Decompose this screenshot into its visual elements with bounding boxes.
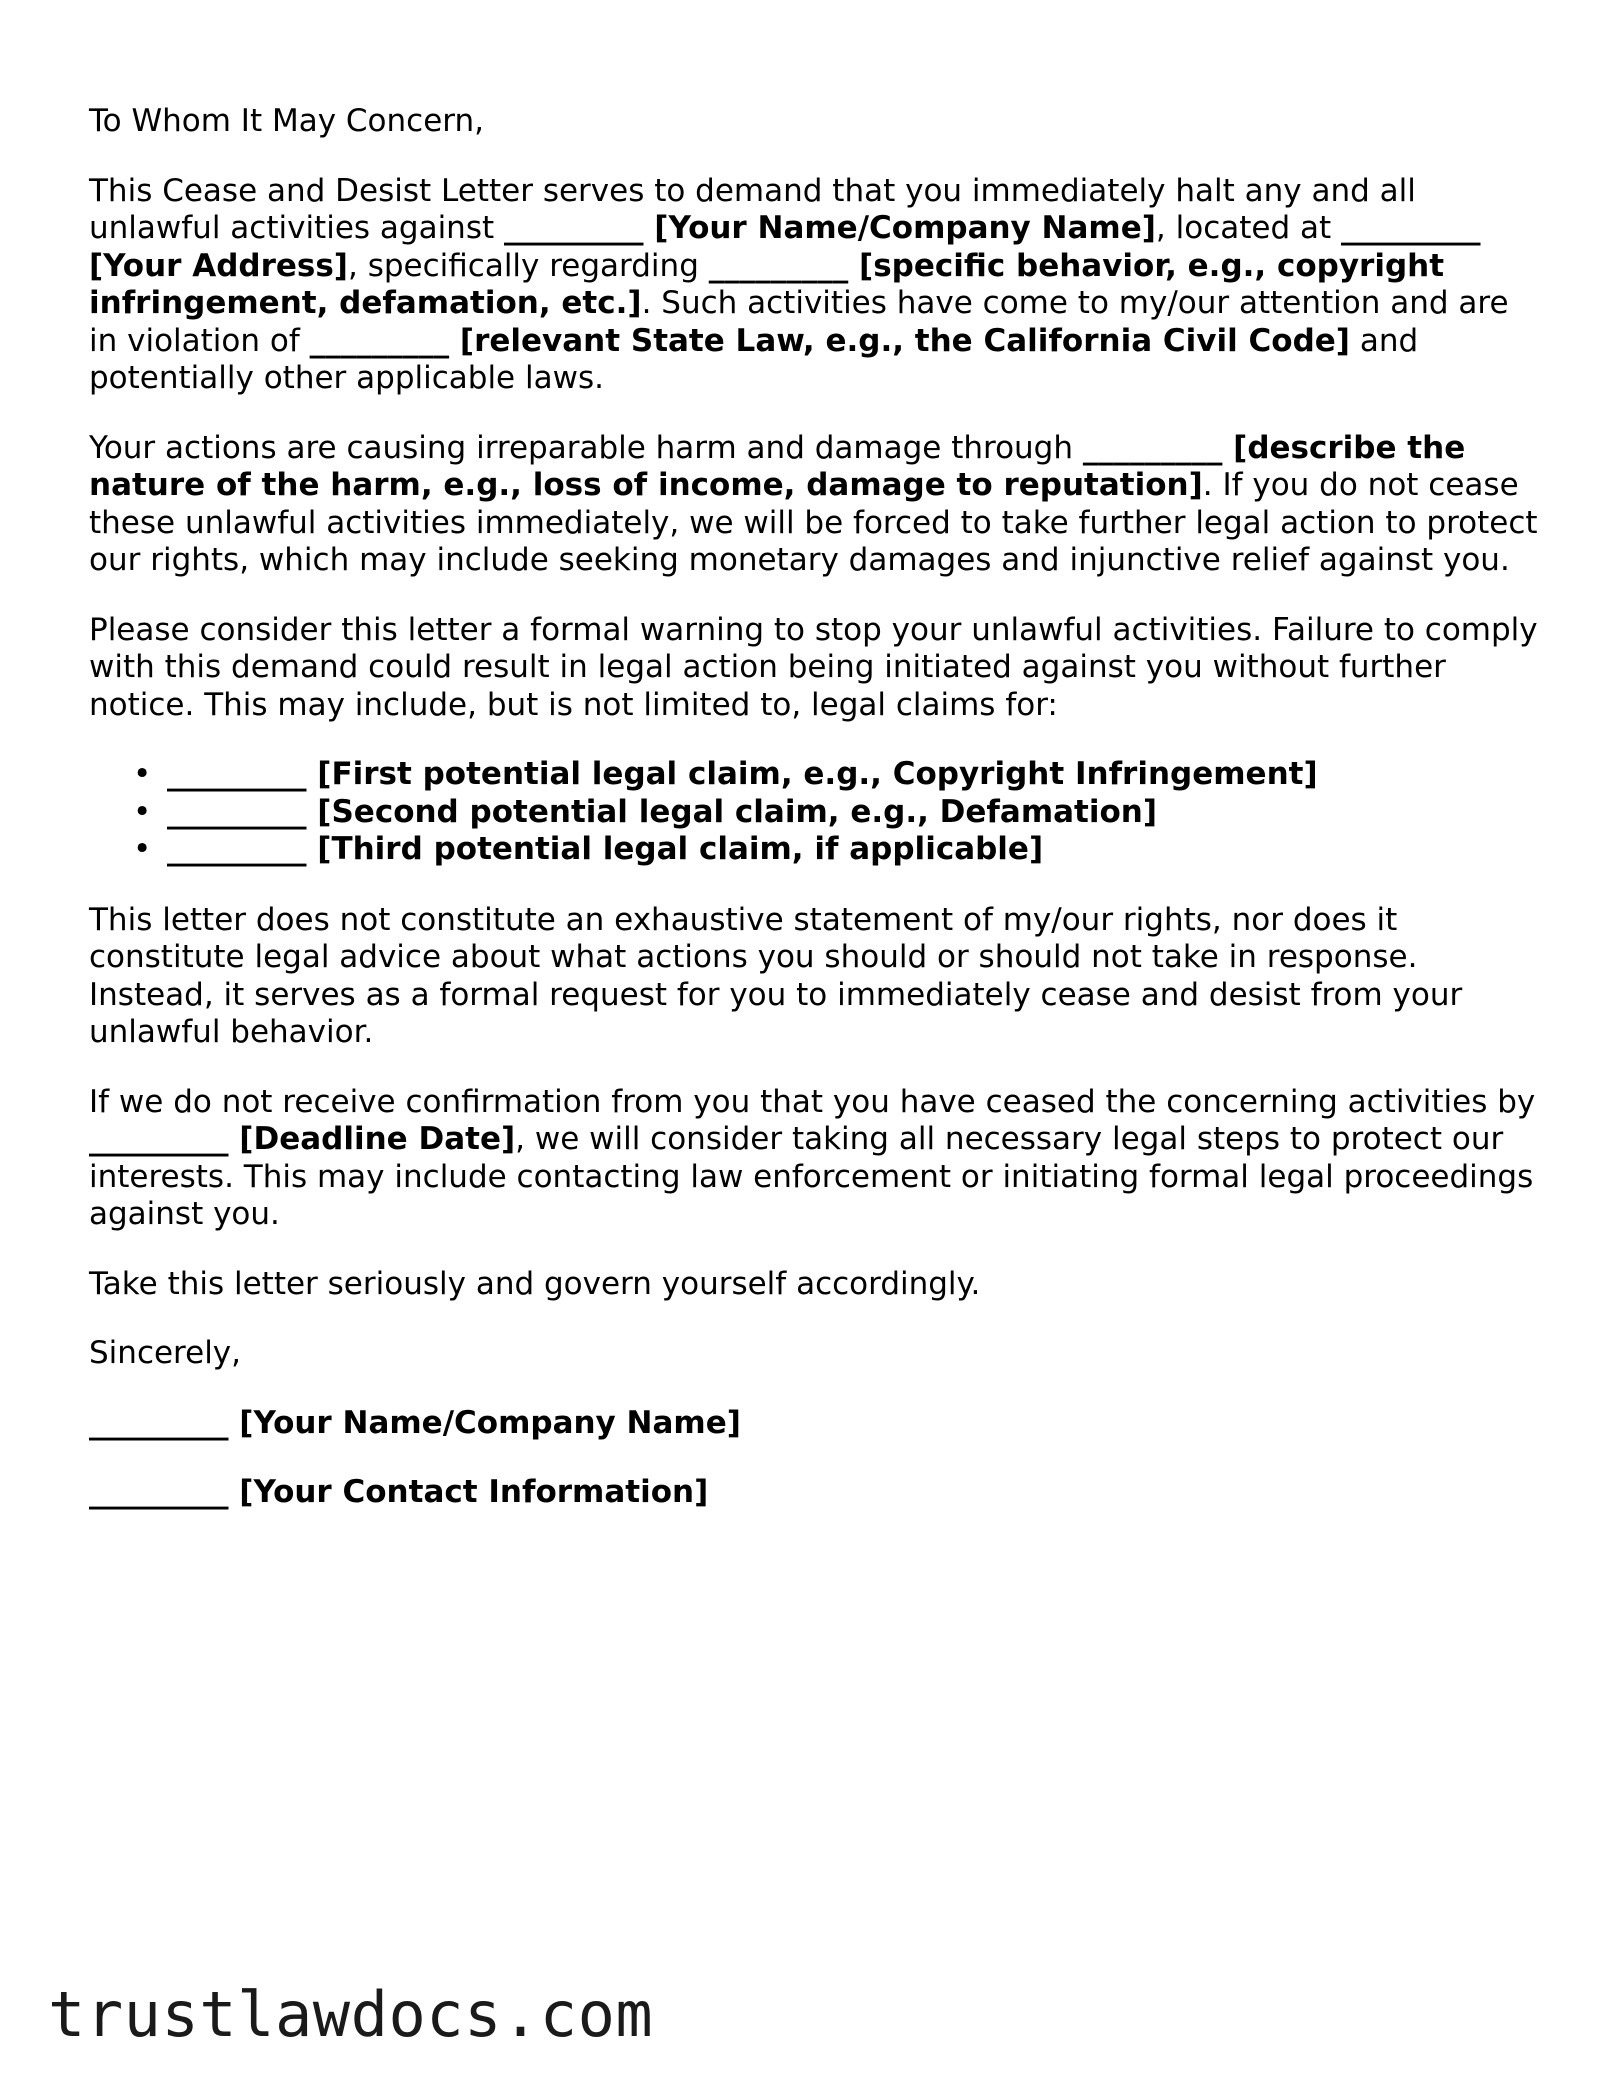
- placeholder-specific-behavior: [specific behavior, e.g., copyright infringement, defamation, etc.]: [89, 247, 1445, 321]
- blank-line: _________: [89, 1474, 229, 1510]
- placeholder-state-law: [relevant State Law, e.g., the California Civil Code]: [459, 322, 1350, 359]
- paragraph-warning: Please consider this letter a formal warning to stop your unlawful activities. Failure to comply with this demand could result in legal action being initiated against you without further notice. This may include, but is not limited to, legal claims for:: [89, 611, 1538, 723]
- blank-line: _________: [167, 756, 307, 792]
- paragraph-final-warning: Take this letter seriously and govern yourself accordingly.: [89, 1265, 981, 1302]
- brand-watermark: trustlawdocs.com: [48, 1978, 654, 2051]
- blank-line: _________: [167, 831, 307, 867]
- blank-line: _________: [167, 793, 307, 830]
- list-item: • _________ [Third potential legal claim, if applicable]: [167, 831, 1539, 869]
- closing: Sincerely,: [89, 1335, 242, 1371]
- paragraph-disclaimer: This letter does not constitute an exhaustive statement of my/our rights, nor does it constitute legal advice about what actions you should or should not take in response. Instead, it serves as a formal request for you to immediately cease and desist from your unlawful behavior.: [89, 901, 1463, 1050]
- blank-line: _________: [89, 1121, 229, 1157]
- blank-line: _________: [1082, 429, 1223, 466]
- blank-line: _________: [708, 247, 849, 284]
- blank-line: _________: [1341, 210, 1481, 246]
- signature-name: _________ [Your Name/Company Name]: [89, 1404, 741, 1441]
- letter-body: [89, 103, 1539, 1544]
- legal-claims-list: [89, 756, 1539, 869]
- blank-line: _________: [89, 1404, 229, 1441]
- paragraph-demand: This Cease and Desist Letter serves to demand that you immediately halt any and all unlawful activities against _________ [Your Name/Company Name], located at _________ [Your Address], specifically regarding _________ [specific behavior, e.g., copyright infringement, defamation, etc.]. Such activities have come to my/our attention and are in violation of _________ [relevant State Law, e.g., the California Civil Code] and potentially other applicable laws.: [89, 172, 1509, 396]
- blank-line: _________: [504, 210, 644, 246]
- list-item: • _________ [First potential legal claim, e.g., Copyright Infringement]: [167, 756, 1539, 794]
- blank-line: _________: [309, 322, 450, 359]
- placeholder-deadline-date: [Deadline Date]: [239, 1121, 516, 1157]
- placeholder-your-address: [Your Address]: [89, 247, 348, 284]
- signature-contact: _________ [Your Contact Information]: [89, 1474, 709, 1510]
- paragraph-deadline: If we do not receive confirmation from you that you have ceased the concerning activities by _________ [Deadline Date], we will consider taking all necessary legal steps to protect our interests. This may include contacting law enforcement or initiating formal legal proceedings against you.: [89, 1083, 1536, 1232]
- placeholder-your-name: [Your Name/Company Name]: [654, 210, 1156, 246]
- placeholder-harm: [describe the nature of the harm, e.g., loss of income, damage to reputation]: [89, 429, 1466, 503]
- paragraph-harm: Your actions are causing irreparable harm and damage through _________ [describe the nature of the harm, e.g., loss of income, damage to reputation]. If you do not cease these unlawful activities immediately, we will be forced to take further legal action to protect our rights, which may include seeking monetary damages and injunctive relief against you.: [89, 429, 1538, 578]
- salutation: To Whom It May Concern,: [89, 103, 484, 139]
- list-item: • _________ [Second potential legal claim, e.g., Defamation]: [167, 794, 1539, 832]
